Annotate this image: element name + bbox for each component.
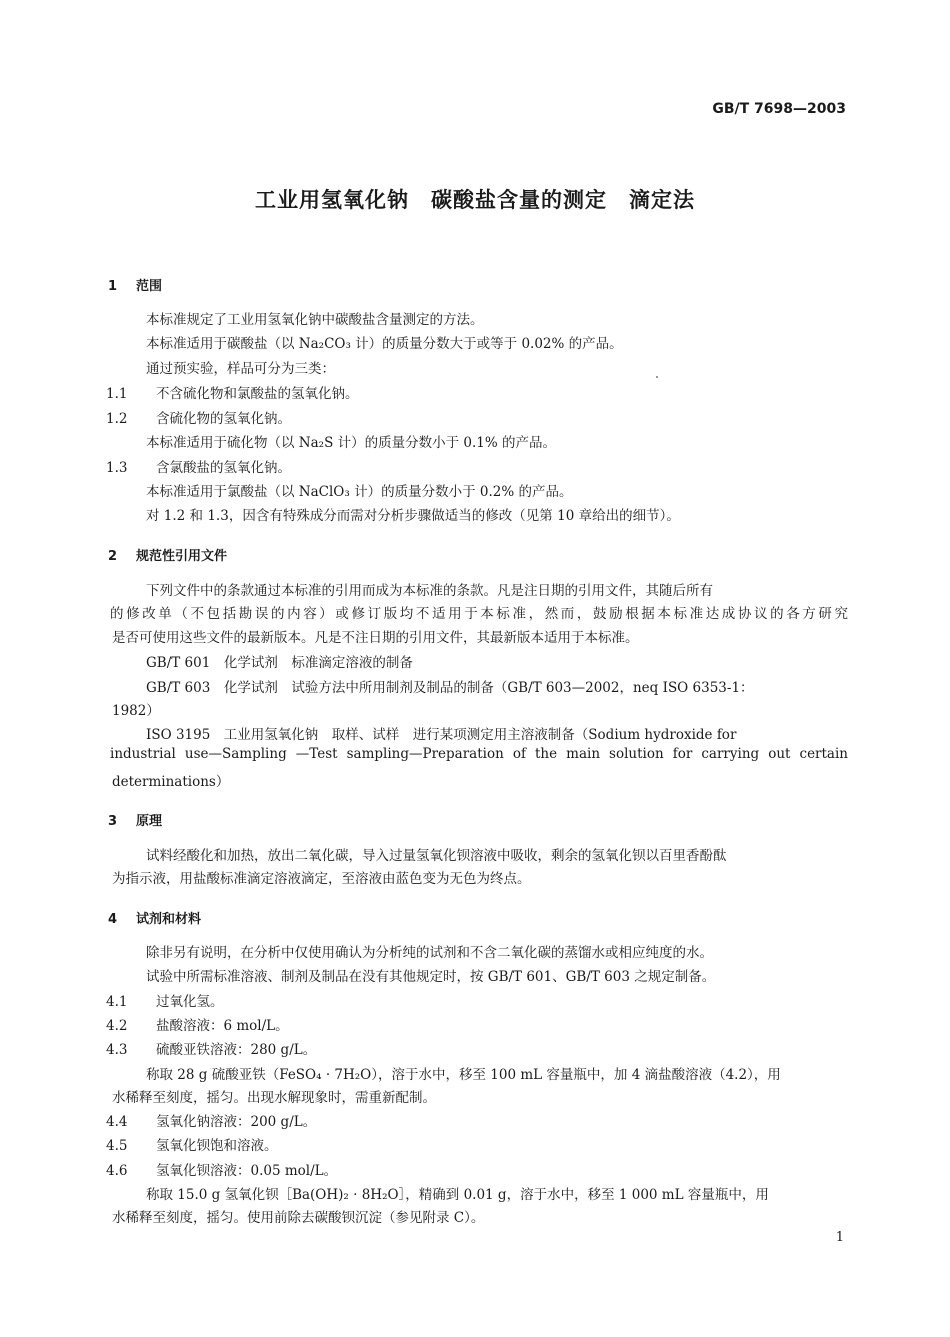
reference-gb-t-603: GB/T 603 化学试剂 试验方法中所用制剂及制品的制备（GB/T 603—2002，neq ISO 6353-1： [146, 680, 754, 696]
paragraph-line: 称取 28 g 硫酸亚铁（FeSO₄ · 7H₂O），溶于水中，移至 100 mL 容量瓶中，加 4 滴盐酸溶液（4.2），用 [146, 1067, 781, 1083]
section-title: 试剂和材料 [136, 912, 202, 927]
paragraph-line: 下列文件中的条款通过本标准的引用而成为本标准的条款。凡是注日期的引用文件，其随后所有 [146, 583, 713, 599]
paragraph: 本标准适用于硫化物（以 Na₂S 计）的质量分数小于 0.1% 的产品。 [146, 435, 556, 451]
reference-iso-3195: ISO 3195 工业用氢氧化钠 取样、试样 进行某项测定用主溶液制备（Sodium hydroxide for [146, 727, 737, 743]
reference-iso-3195-cont: determinations） [112, 774, 230, 790]
clause-text: 不含硫化物和氯酸盐的氢氧化钠。 [156, 386, 359, 402]
clause-number: 4.2 [106, 1018, 128, 1034]
section-title: 原理 [136, 814, 163, 829]
paragraph: 本标准规定了工业用氢氧化钠中碳酸盐含量测定的方法。 [146, 312, 484, 328]
clause-text: 氢氧化钡饱和溶液。 [156, 1138, 278, 1154]
clause-text: 硫酸亚铁溶液：280 g/L。 [156, 1042, 317, 1058]
section-number: 4 [108, 912, 118, 927]
section-4-heading [108, 908, 201, 927]
section-number: 2 [108, 549, 118, 564]
paragraph: 本标准适用于碳酸盐（以 Na₂CO₃ 计）的质量分数大于或等于 0.02% 的产品。 [146, 336, 623, 352]
clause-1-1 [106, 382, 359, 402]
clause-text: 盐酸溶液：6 mol/L。 [156, 1018, 289, 1034]
paragraph: 对 1.2 和 1.3，因含有特殊成分而需对分析步骤做适当的修改（见第 10 章给出的细节）。 [146, 508, 680, 524]
clause-4-4 [106, 1110, 316, 1130]
clause-4-1 [106, 990, 224, 1010]
standard-number: GB/T 7698—2003 [712, 101, 846, 117]
clause-4-5 [106, 1134, 278, 1154]
clause-text: 含氯酸盐的氢氧化钠。 [156, 460, 291, 476]
reference-iso-3195-cont: industrial use—Sampling —Test sampling—Preparation of the main solution for carrying out certain [110, 746, 848, 762]
clause-number: 1.1 [106, 386, 128, 402]
paragraph-line: 水稀释至刻度，摇匀。出现水解现象时，需重新配制。 [112, 1090, 436, 1106]
section-number: 1 [108, 279, 118, 294]
clause-number: 4.3 [106, 1042, 128, 1058]
clause-number: 1.3 [106, 460, 128, 476]
paragraph: 试验中所需标准溶液、制剂及制品在没有其他规定时，按 GB/T 601、GB/T 603 之规定制备。 [146, 969, 716, 985]
section-1-heading [108, 275, 162, 294]
paragraph-line: 称取 15.0 g 氢氧化钡［Ba(OH)₂ · 8H₂O］，精确到 0.01 g，溶于水中，移至 1 000 mL 容量瓶中，用 [146, 1187, 769, 1203]
clause-1-3 [106, 456, 291, 476]
clause-4-3 [106, 1038, 316, 1058]
section-number: 3 [108, 814, 118, 829]
clause-number: 4.4 [106, 1114, 128, 1130]
paragraph-line: 的修改单（不包括勘误的内容）或修订版均不适用于本标准，然而，鼓励根据本标准达成协议的各方研究 [110, 606, 848, 622]
section-title: 范围 [136, 279, 163, 294]
page-title: 工业用氢氧化钠 碳酸盐含量的测定 滴定法 [255, 188, 695, 212]
section-3-heading [108, 810, 162, 829]
clause-number: 4.5 [106, 1138, 128, 1154]
section-2-heading [108, 545, 227, 564]
paragraph: 通过预实验，样品可分为三类： [146, 361, 335, 377]
clause-number: 4.1 [106, 994, 128, 1010]
clause-4-6 [106, 1159, 337, 1179]
clause-1-2 [106, 407, 291, 427]
clause-text: 氢氧化钠溶液：200 g/L。 [156, 1114, 317, 1130]
reference-gb-t-601: GB/T 601 化学试剂 标准滴定溶液的制备 [146, 655, 413, 671]
paragraph: 除非另有说明，在分析中仅使用确认为分析纯的试剂和不含二氧化碳的蒸馏水或相应纯度的水。 [146, 945, 713, 961]
clause-text: 含硫化物的氢氧化钠。 [156, 411, 291, 427]
paragraph-line: 是否可使用这些文件的最新版本。凡是不注日期的引用文件，其最新版本适用于本标准。 [112, 630, 639, 646]
page-number: 1 [835, 1230, 844, 1245]
paragraph-line: 试料经酸化和加热，放出二氧化碳，导入过量氢氧化钡溶液中吸收，剩余的氢氧化钡以百里香酚酞 [146, 848, 727, 864]
clause-4-2 [106, 1014, 289, 1034]
paragraph-line: 为指示液，用盐酸标准滴定溶液滴定，至溶液由蓝色变为无色为终点。 [112, 871, 531, 887]
paragraph-line: 水稀释至刻度，摇匀。使用前除去碳酸钡沉淀（参见附录 C）。 [112, 1210, 485, 1226]
scan-speck [656, 376, 658, 378]
paragraph: 本标准适用于氯酸盐（以 NaClO₃ 计）的质量分数小于 0.2% 的产品。 [146, 484, 573, 500]
clause-text: 过氧化氢。 [156, 994, 224, 1010]
clause-number: 4.6 [106, 1163, 128, 1179]
section-title: 规范性引用文件 [136, 549, 228, 564]
reference-gb-t-603-cont: 1982） [112, 703, 160, 719]
clause-number: 1.2 [106, 411, 128, 427]
clause-text: 氢氧化钡溶液：0.05 mol/L。 [156, 1163, 338, 1179]
